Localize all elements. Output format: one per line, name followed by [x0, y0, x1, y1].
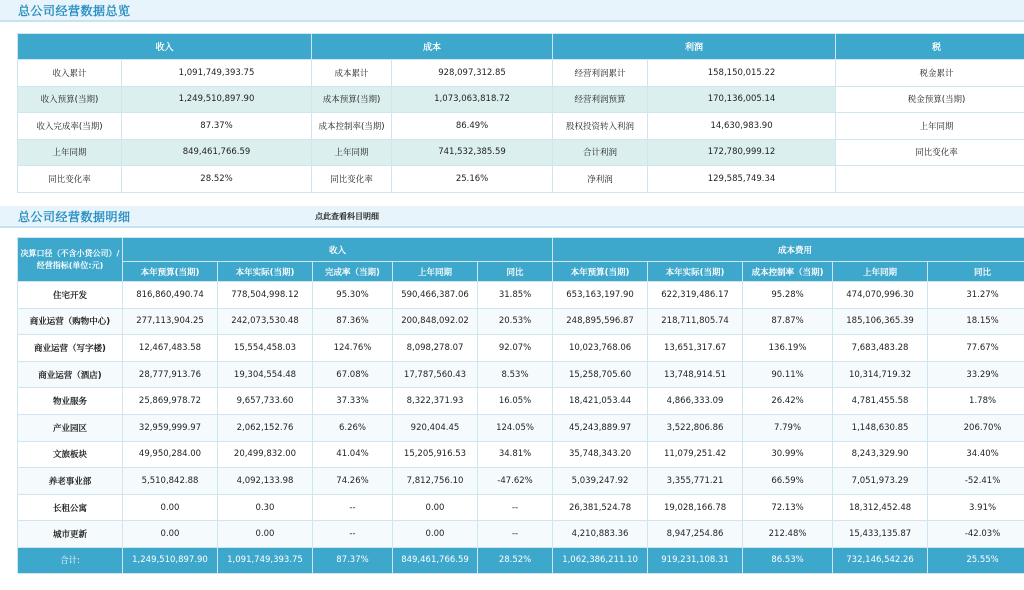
table-cell: 9,657,733.60: [218, 388, 313, 415]
summary-value: 87.37%: [122, 113, 312, 140]
income-column-header: 同比: [478, 262, 553, 282]
summary-label: [836, 166, 1024, 193]
table-cell: 3.91%: [928, 494, 1024, 521]
table-cell: 67.08%: [313, 361, 393, 388]
table-cell: 16.05%: [478, 388, 553, 415]
table-cell: 35,748,343.20: [553, 441, 648, 468]
summary-label: 收入预算(当期): [18, 86, 122, 113]
table-cell: 7,812,756.10: [393, 468, 478, 495]
table-row: [18, 335, 1024, 362]
summary-title: 总公司经营数据总览: [18, 3, 131, 18]
table-row: [18, 414, 1024, 441]
income-column-header: 本年实际(当期): [218, 262, 313, 282]
table-cell: 622,319,486.17: [648, 282, 743, 309]
detail-table: [17, 237, 1024, 574]
summary-header-tax: 税: [836, 34, 1024, 60]
summary-label: 成本控制率(当期): [312, 113, 392, 140]
table-cell: 248,895,596.87: [553, 308, 648, 335]
table-cell: 3,522,806.86: [648, 414, 743, 441]
table-cell: 34.81%: [478, 441, 553, 468]
summary-value: 129,585,749.34: [648, 166, 836, 193]
business-segment-name: 养老事业部: [18, 468, 123, 495]
total-cell: 1,091,749,393.75: [218, 547, 313, 573]
table-cell: 49,950,284.00: [123, 441, 218, 468]
summary-value: 158,150,015.22: [648, 60, 836, 87]
income-column-header: 上年同期: [393, 262, 478, 282]
table-cell: 242,073,530.48: [218, 308, 313, 335]
table-cell: 13,651,317.67: [648, 335, 743, 362]
cost-column-header: 上年同期: [833, 262, 928, 282]
summary-label: 上年同期: [18, 139, 122, 166]
table-cell: 136.19%: [743, 335, 833, 362]
total-label: 合计:: [18, 547, 123, 573]
table-cell: 18.15%: [928, 308, 1024, 335]
summary-value: 1,249,510,897.90: [122, 86, 312, 113]
summary-section-header: [0, 0, 1024, 22]
total-cell: 87.37%: [313, 547, 393, 573]
income-column-header: 完成率（当期): [313, 262, 393, 282]
table-cell: 77.67%: [928, 335, 1024, 362]
total-cell: 1,062,386,211.10: [553, 547, 648, 573]
summary-value: 741,532,385.59: [392, 139, 553, 166]
summary-value: 1,091,749,393.75: [122, 60, 312, 87]
summary-label: 税金预算(当期): [836, 86, 1024, 113]
summary-value: 86.49%: [392, 113, 553, 140]
summary-label: 税金累计: [836, 60, 1024, 87]
table-cell: 200,848,092.02: [393, 308, 478, 335]
table-row: [18, 441, 1024, 468]
table-cell: 87.36%: [313, 308, 393, 335]
table-cell: 8,947,254.86: [648, 521, 743, 548]
table-cell: 37.33%: [313, 388, 393, 415]
table-cell: 17,787,560.43: [393, 361, 478, 388]
table-cell: 7,683,483.28: [833, 335, 928, 362]
table-cell: 72.13%: [743, 494, 833, 521]
summary-value: 25.16%: [392, 166, 553, 193]
table-cell: -42.03%: [928, 521, 1024, 548]
income-group-header: 收入: [123, 238, 553, 262]
cost-column-header: 同比: [928, 262, 1024, 282]
total-cell: 849,461,766.59: [393, 547, 478, 573]
table-cell: 185,106,365.39: [833, 308, 928, 335]
business-segment-name: 物业服务: [18, 388, 123, 415]
business-segment-name: 文旅板块: [18, 441, 123, 468]
table-cell: 8.53%: [478, 361, 553, 388]
table-cell: 31.27%: [928, 282, 1024, 309]
total-cell: 919,231,108.31: [648, 547, 743, 573]
table-cell: --: [478, 494, 553, 521]
summary-row: [18, 86, 1024, 113]
table-cell: 15,433,135.87: [833, 521, 928, 548]
business-segment-name: 长租公寓: [18, 494, 123, 521]
table-cell: 4,781,455.58: [833, 388, 928, 415]
table-cell: 590,466,387.06: [393, 282, 478, 309]
summary-label: 上年同期: [836, 113, 1024, 140]
summary-label: 同比变化率: [312, 166, 392, 193]
table-cell: 0.00: [123, 494, 218, 521]
summary-label: 同比变化率: [18, 166, 122, 193]
table-cell: 12,467,483.58: [123, 335, 218, 362]
total-cell: 732,146,542.26: [833, 547, 928, 573]
summary-label: 合计利润: [553, 139, 648, 166]
summary-label: 经营利润预算: [553, 86, 648, 113]
table-cell: 8,322,371.93: [393, 388, 478, 415]
table-cell: 10,023,768.06: [553, 335, 648, 362]
table-cell: 124.05%: [478, 414, 553, 441]
table-cell: -47.62%: [478, 468, 553, 495]
summary-value: 14,630,983.90: [648, 113, 836, 140]
table-cell: 26.42%: [743, 388, 833, 415]
total-row: [18, 547, 1024, 573]
table-cell: 13,748,914.51: [648, 361, 743, 388]
table-cell: 5,510,842.88: [123, 468, 218, 495]
table-cell: 41.04%: [313, 441, 393, 468]
table-cell: --: [478, 521, 553, 548]
table-cell: 6.26%: [313, 414, 393, 441]
total-cell: 1,249,510,897.90: [123, 547, 218, 573]
table-cell: 0.30: [218, 494, 313, 521]
table-cell: 653,163,197.90: [553, 282, 648, 309]
table-cell: 15,205,916.53: [393, 441, 478, 468]
table-cell: 18,312,452.48: [833, 494, 928, 521]
table-cell: 20,499,832.00: [218, 441, 313, 468]
table-cell: 15,554,458.03: [218, 335, 313, 362]
table-cell: 277,113,904.25: [123, 308, 218, 335]
table-cell: 1,148,630.85: [833, 414, 928, 441]
table-cell: 19,304,554.48: [218, 361, 313, 388]
summary-label: 成本累计: [312, 60, 392, 87]
table-cell: 95.28%: [743, 282, 833, 309]
total-cell: 25.55%: [928, 547, 1024, 573]
table-cell: 0.00: [218, 521, 313, 548]
table-cell: 33.29%: [928, 361, 1024, 388]
table-cell: 124.76%: [313, 335, 393, 362]
summary-label: 成本预算(当期): [312, 86, 392, 113]
summary-value: 928,097,312.85: [392, 60, 553, 87]
table-cell: 0.00: [123, 521, 218, 548]
table-cell: 92.07%: [478, 335, 553, 362]
table-cell: 816,860,490.74: [123, 282, 218, 309]
table-cell: 10,314,719.32: [833, 361, 928, 388]
summary-label: 股权投资转入利润: [553, 113, 648, 140]
summary-label: 收入完成率(当期): [18, 113, 122, 140]
business-segment-name: 商业运营（写字楼): [18, 335, 123, 362]
table-row: [18, 494, 1024, 521]
table-cell: 206.70%: [928, 414, 1024, 441]
table-cell: 32,959,999.97: [123, 414, 218, 441]
cost-column-header: 本年预算(当期): [553, 262, 648, 282]
table-row: [18, 308, 1024, 335]
detail-title: 总公司经营数据明细: [18, 209, 131, 224]
table-row: [18, 388, 1024, 415]
table-cell: 25,869,978.72: [123, 388, 218, 415]
business-segment-name: 商业运营（酒店): [18, 361, 123, 388]
summary-label: 经营利润累计: [553, 60, 648, 87]
business-segment-name: 城市更新: [18, 521, 123, 548]
summary-value: 28.52%: [122, 166, 312, 193]
table-cell: 15,258,705.60: [553, 361, 648, 388]
summary-value: 1,073,063,818.72: [392, 86, 553, 113]
business-segment-name: 住宅开发: [18, 282, 123, 309]
table-cell: 26,381,524.78: [553, 494, 648, 521]
summary-value: 172,780,999.12: [648, 139, 836, 166]
income-column-header: 本年预算(当期): [123, 262, 218, 282]
table-cell: 5,039,247.92: [553, 468, 648, 495]
summary-header-income: 收入: [18, 34, 312, 60]
summary-label: 收入累计: [18, 60, 122, 87]
view-subject-detail-link[interactable]: 点此查看科目明细: [315, 211, 379, 221]
table-cell: 2,062,152.76: [218, 414, 313, 441]
table-cell: 8,243,329.90: [833, 441, 928, 468]
table-cell: 0.00: [393, 521, 478, 548]
table-cell: 3,355,771.21: [648, 468, 743, 495]
table-cell: 45,243,889.97: [553, 414, 648, 441]
table-cell: 66.59%: [743, 468, 833, 495]
total-cell: 28.52%: [478, 547, 553, 573]
table-cell: 218,711,805.74: [648, 308, 743, 335]
table-row: [18, 468, 1024, 495]
total-cell: 86.53%: [743, 547, 833, 573]
cost-group-header: 成本费用: [553, 238, 1024, 262]
table-cell: 7.79%: [743, 414, 833, 441]
table-cell: 474,070,996.30: [833, 282, 928, 309]
table-cell: 4,210,883.36: [553, 521, 648, 548]
table-cell: 74.26%: [313, 468, 393, 495]
summary-row: [18, 113, 1024, 140]
summary-label: 同比变化率: [836, 139, 1024, 166]
table-cell: 4,092,133.98: [218, 468, 313, 495]
detail-section-header: [0, 206, 1024, 228]
table-cell: 0.00: [393, 494, 478, 521]
summary-row: [18, 139, 1024, 166]
table-cell: 8,098,278.07: [393, 335, 478, 362]
table-cell: 34.40%: [928, 441, 1024, 468]
table-cell: 4,866,333.09: [648, 388, 743, 415]
table-cell: -52.41%: [928, 468, 1024, 495]
table-cell: --: [313, 494, 393, 521]
table-cell: 212.48%: [743, 521, 833, 548]
table-cell: 20.53%: [478, 308, 553, 335]
summary-header-profit: 利润: [553, 34, 836, 60]
table-cell: 31.85%: [478, 282, 553, 309]
summary-value: 170,136,005.14: [648, 86, 836, 113]
table-cell: 90.11%: [743, 361, 833, 388]
table-cell: 30.99%: [743, 441, 833, 468]
table-cell: 87.87%: [743, 308, 833, 335]
summary-table: [17, 33, 1024, 193]
table-cell: 1.78%: [928, 388, 1024, 415]
cost-column-header: 本年实际(当期): [648, 262, 743, 282]
row-dimension-header: 决算口径（不含小贷公司）/经营指标(单位:元): [18, 238, 123, 282]
summary-row: [18, 60, 1024, 87]
summary-label: 上年同期: [312, 139, 392, 166]
table-cell: 778,504,998.12: [218, 282, 313, 309]
table-row: [18, 282, 1024, 309]
cost-column-header: 成本控制率（当期): [743, 262, 833, 282]
table-cell: 28,777,913.76: [123, 361, 218, 388]
summary-row: [18, 166, 1024, 193]
table-row: [18, 521, 1024, 548]
table-row: [18, 361, 1024, 388]
summary-value: 849,461,766.59: [122, 139, 312, 166]
table-cell: 7,051,973.29: [833, 468, 928, 495]
table-cell: 11,079,251.42: [648, 441, 743, 468]
business-segment-name: 商业运营（购物中心): [18, 308, 123, 335]
summary-header-cost: 成本: [312, 34, 553, 60]
summary-label: 净利润: [553, 166, 648, 193]
table-cell: 19,028,166.78: [648, 494, 743, 521]
table-cell: 920,404.45: [393, 414, 478, 441]
table-cell: 18,421,053.44: [553, 388, 648, 415]
business-segment-name: 产业园区: [18, 414, 123, 441]
table-cell: --: [313, 521, 393, 548]
table-cell: 95.30%: [313, 282, 393, 309]
